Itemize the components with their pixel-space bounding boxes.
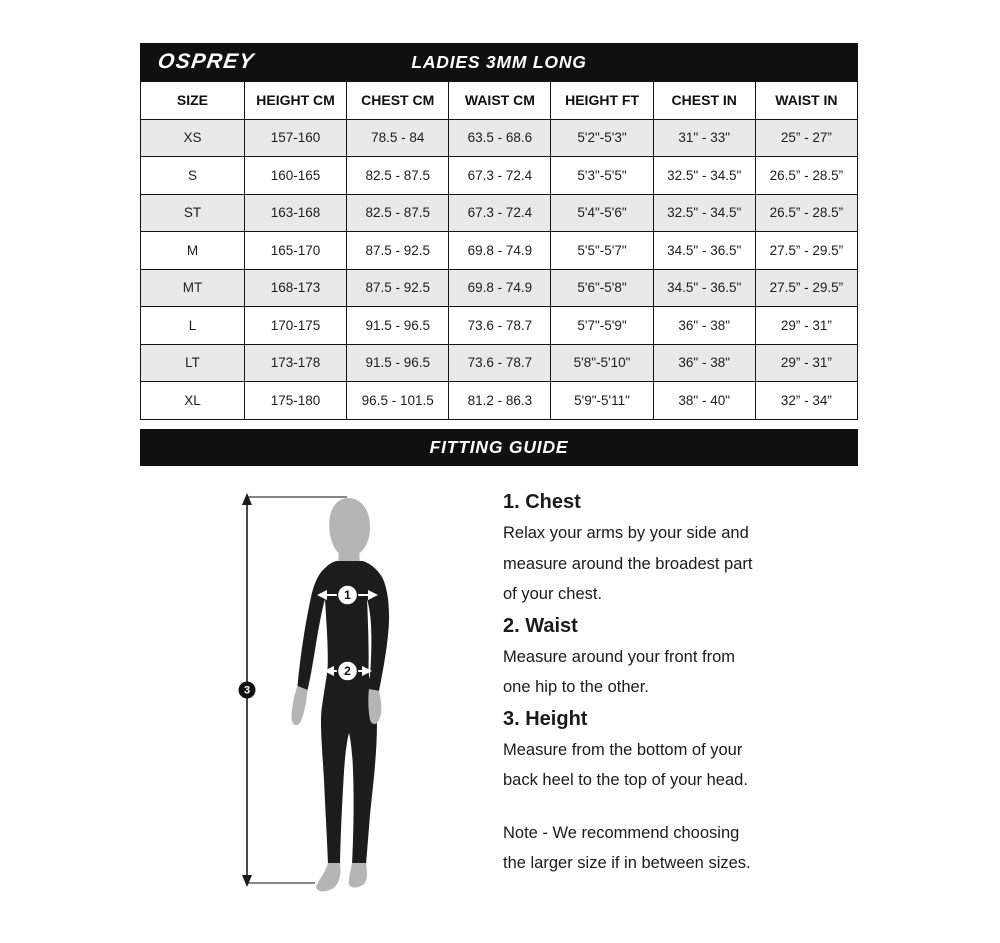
table-row-xl — [141, 382, 858, 420]
height-cm-cell: 168-173 — [244, 269, 346, 307]
height-ft-cell: 5'8"-5'10" — [551, 344, 653, 382]
wetsuit-figure-illustration — [225, 485, 480, 920]
height-cm-cell: 157-160 — [244, 119, 346, 157]
column-header-waist-in: WAIST IN — [755, 82, 857, 120]
waist-cm-cell: 81.2 - 86.3 — [449, 382, 551, 420]
table-row-s — [141, 157, 858, 195]
chest-cm-cell: 96.5 - 101.5 — [347, 382, 449, 420]
waist-cm-cell: 63.5 - 68.6 — [449, 119, 551, 157]
height-ft-cell: 5'4"-5'6" — [551, 194, 653, 232]
figure-head — [329, 498, 370, 567]
size-cell: L — [141, 307, 245, 345]
waist-marker-label: 2 — [344, 663, 351, 678]
fitting-guide-instructions — [503, 486, 873, 879]
table-row-l — [141, 307, 858, 345]
height-ft-cell: 5'9"-5'11" — [551, 382, 653, 420]
chest-in-cell: 36" - 38" — [653, 307, 755, 345]
size-cell: LT — [141, 344, 245, 382]
chest-cm-cell: 82.5 - 87.5 — [347, 157, 449, 195]
waist-in-cell: 29” - 31” — [755, 344, 857, 382]
table-row-xs — [141, 119, 858, 157]
height-cm-cell: 173-178 — [244, 344, 346, 382]
height-ft-cell: 5'3"-5'5" — [551, 157, 653, 195]
height-ft-cell: 5'7"-5'9" — [551, 307, 653, 345]
instruction-line: of your chest. — [503, 585, 603, 603]
waist-in-cell: 26.5” - 28.5” — [755, 157, 857, 195]
instruction-line: Measure around your front from — [503, 647, 736, 666]
chest-cm-cell: 87.5 - 92.5 — [347, 269, 449, 307]
size-cell: M — [141, 232, 245, 270]
instruction-line: back heel to the top of your head. — [503, 771, 748, 789]
chest-in-cell: 36" - 38" — [653, 344, 755, 382]
height-cm-cell: 165-170 — [244, 232, 346, 270]
table-row-mt — [141, 269, 858, 307]
column-header-height-ft: HEIGHT FT — [551, 82, 653, 120]
fitting-guide-title: FITTING GUIDE — [429, 437, 569, 457]
height-cm-cell: 163-168 — [244, 194, 346, 232]
waist-cm-cell: 73.6 - 78.7 — [449, 307, 551, 345]
column-header-chest-cm: CHEST CM — [347, 82, 449, 120]
chest-cm-cell: 82.5 - 87.5 — [347, 194, 449, 232]
height-cm-cell: 170-175 — [244, 307, 346, 345]
waist-cm-cell: 69.8 - 74.9 — [449, 232, 551, 270]
chest-marker-label: 1 — [344, 587, 351, 602]
size-cell: ST — [141, 194, 245, 232]
size-cell: XS — [141, 119, 245, 157]
instruction-line: Relax your arms by your side and — [503, 524, 749, 542]
osprey-logo: OSPREY — [156, 50, 257, 73]
waist-cm-cell: 69.8 - 74.9 — [449, 269, 551, 307]
chart-title-bar — [140, 43, 858, 81]
table-row-st — [141, 194, 858, 232]
size-cell: MT — [141, 269, 245, 307]
waist-in-cell: 27.5” - 29.5” — [755, 269, 857, 307]
chest-in-cell: 34.5" - 36.5" — [653, 232, 755, 270]
chest-in-cell: 38" - 40" — [653, 382, 755, 420]
chest-in-cell: 31" - 33" — [653, 119, 755, 157]
size-cell: S — [141, 157, 245, 195]
size-note — [503, 818, 873, 879]
chart-title: LADIES 3MM LONG — [411, 51, 587, 72]
waist-in-cell: 27.5” - 29.5” — [755, 232, 857, 270]
size-chart — [140, 43, 858, 420]
chest-in-cell: 32.5" - 34.5" — [653, 157, 755, 195]
chest-cm-cell: 78.5 - 84 — [347, 119, 449, 157]
note-line: Note - We recommend choosing — [503, 823, 740, 842]
waist-cm-cell: 73.6 - 78.7 — [449, 344, 551, 382]
height-ft-cell: 5'5"-5'7" — [551, 232, 653, 270]
instruction-line: Measure from the bottom of your — [503, 740, 743, 759]
waist-cm-cell: 67.3 - 72.4 — [449, 157, 551, 195]
height-cm-cell: 175-180 — [244, 382, 346, 420]
column-header-chest-in: CHEST IN — [653, 82, 755, 120]
instruction-line: one hip to the other. — [503, 678, 649, 696]
height-marker-label: 3 — [243, 684, 251, 697]
note-line: the larger size if in between sizes. — [503, 854, 751, 872]
table-header-row — [141, 82, 858, 120]
wetsuit-figure — [225, 485, 480, 920]
chest-cm-cell: 91.5 - 96.5 — [347, 344, 449, 382]
section-heading-waist: 2. Waist — [503, 614, 578, 637]
height-ft-cell: 5'2"-5'3" — [551, 119, 653, 157]
table-row-lt — [141, 344, 858, 382]
waist-in-cell: 32” - 34” — [755, 382, 857, 420]
section-heading-height: 3. Height — [503, 707, 588, 730]
height-ft-cell: 5'6"-5'8" — [551, 269, 653, 307]
column-header-waist-cm: WAIST CM — [449, 82, 551, 120]
figure-feet — [316, 863, 367, 891]
waist-in-cell: 25” - 27” — [755, 119, 857, 157]
chest-in-cell: 34.5" - 36.5" — [653, 269, 755, 307]
instruction-line: measure around the broadest part — [503, 554, 753, 573]
column-header-height-cm: HEIGHT CM — [244, 82, 346, 120]
size-table — [140, 81, 858, 420]
waist-cm-cell: 67.3 - 72.4 — [449, 194, 551, 232]
waist-in-cell: 29” - 31” — [755, 307, 857, 345]
waist-in-cell: 26.5” - 28.5” — [755, 194, 857, 232]
height-cm-cell: 160-165 — [244, 157, 346, 195]
chest-in-cell: 32.5" - 34.5" — [653, 194, 755, 232]
chest-cm-cell: 87.5 - 92.5 — [347, 232, 449, 270]
column-header-size: SIZE — [141, 82, 245, 120]
height-marker — [239, 682, 256, 699]
size-cell: XL — [141, 382, 245, 420]
table-row-m — [141, 232, 858, 270]
fitting-guide-bar — [140, 429, 858, 466]
chest-cm-cell: 91.5 - 96.5 — [347, 307, 449, 345]
section-heading-chest: 1. Chest — [503, 491, 581, 513]
